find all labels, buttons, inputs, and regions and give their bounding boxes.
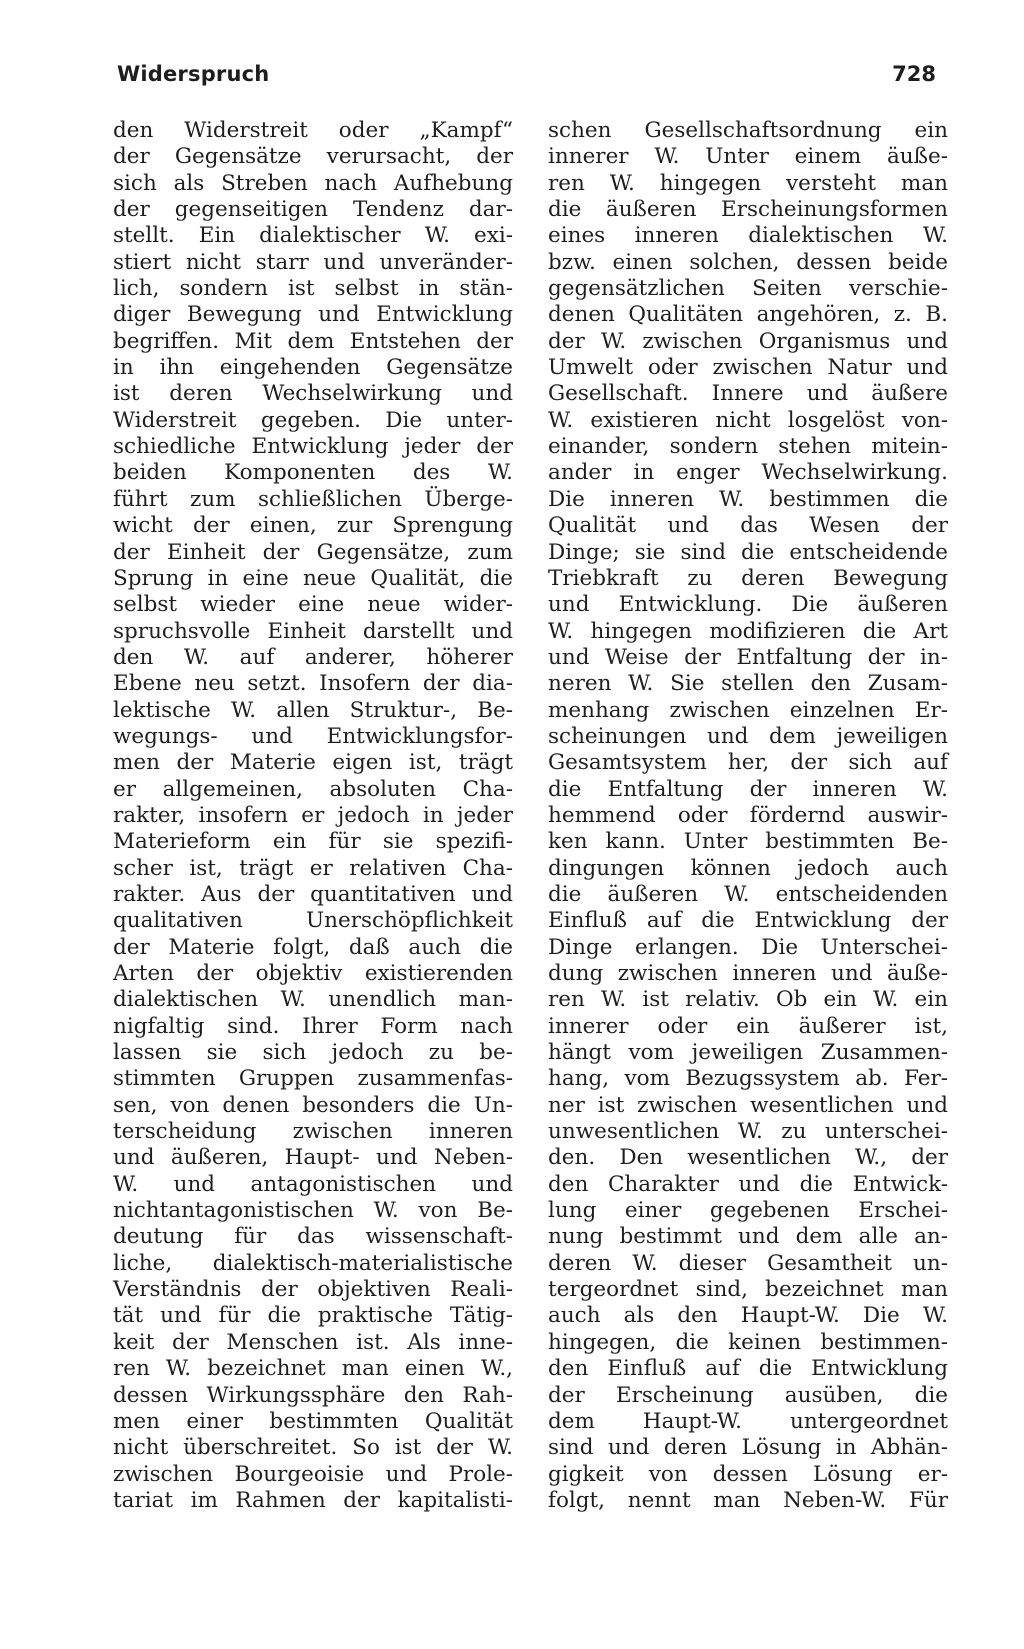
text-line: Arten der objektiv existierenden (113, 961, 513, 986)
text-line: ner ist zwischen wesentlichen und (548, 1092, 948, 1118)
text-line: lektische W. allen Struktur-, Be- (113, 697, 513, 723)
text-line: gigkeit von dessen Lösung er- (548, 1461, 948, 1487)
text-line: dialektischen W. unendlich man- (113, 987, 513, 1013)
text-line: der W. zwischen Organismus und (548, 328, 948, 354)
text-column-left (113, 118, 513, 1514)
text-line: einander, sondern stehen mitein- (548, 434, 948, 460)
text-line: wicht der einen, zur Sprengung (113, 513, 513, 539)
text-line: unwesentlichen W. zu unterschei- (548, 1119, 948, 1145)
text-line: rakter, insofern er jedoch in jeder (113, 802, 513, 828)
text-line: keit der Menschen ist. Als inne- (113, 1329, 513, 1355)
text-line: und äußeren, Haupt- und Neben- (113, 1145, 513, 1171)
text-line: ren W. ist relativ. Ob ein W. ein (548, 987, 948, 1013)
text-line: Verständnis der objektiven Reali- (113, 1277, 513, 1303)
text-line: ist deren Wechselwirkung und (113, 381, 513, 407)
text-line: sich als Streben nach Aufhebung (113, 170, 513, 196)
text-line: nicht überschreitet. So ist der W. (113, 1435, 513, 1461)
text-line: die äußeren W. entscheidenden (548, 881, 948, 907)
text-line: nigfaltig sind. Ihrer Form nach (113, 1013, 513, 1039)
text-line: stimmten Gruppen zusammenfas- (113, 1066, 513, 1092)
text-line: sind und deren Lösung in Abhän- (548, 1435, 948, 1461)
text-line: Dinge erlangen. Die Unterschei- (548, 934, 948, 960)
text-line: Qualität und das Wesen der (548, 513, 948, 539)
text-line: wegungs- und Entwicklungsfor- (113, 723, 513, 749)
text-line: ren W. hingegen versteht man (548, 170, 948, 196)
text-line: die Entfaltung der inneren W. (548, 776, 948, 802)
text-line: Gesamtsystem her, der sich auf (548, 750, 948, 776)
text-line: den Einfluß auf die Entwicklung (548, 1356, 948, 1382)
text-line: tergeordnet sind, bezeichnet man (548, 1277, 948, 1303)
text-line: scheinungen und dem jeweiligen (548, 723, 948, 749)
text-line: lung einer gegebenen Erschei- (548, 1198, 948, 1224)
text-line: deutung für das wissenschaft- (113, 1224, 513, 1250)
text-line: dessen Wirkungssphäre den Rah- (113, 1382, 513, 1408)
text-line: selbst wieder eine neue wider- (113, 592, 513, 618)
text-line: er allgemeinen, absoluten Cha- (113, 776, 513, 802)
text-line: hängt vom jeweiligen Zusammen- (548, 1040, 948, 1066)
text-line: Materieform ein für sie spezifi- (113, 829, 513, 855)
text-line: denen Qualitäten angehören, z. B. (548, 302, 948, 328)
text-line: scher ist, trägt er relativen Cha- (113, 855, 513, 881)
text-line: zwischen Bourgeoisie und Prole- (113, 1461, 513, 1487)
text-line: hingegen, die keinen bestimmen- (548, 1329, 948, 1355)
text-column-right (548, 118, 948, 1514)
text-line: stellt. Ein dialektischer W. exi- (113, 223, 513, 249)
text-line: tät und für die praktische Tätig- (113, 1303, 513, 1329)
text-line: der Erscheinung ausüben, die (548, 1382, 948, 1408)
text-line: schen Gesellschaftsordnung ein (548, 118, 948, 143)
text-line: men der Materie eigen ist, trägt (113, 750, 513, 776)
text-line: Die inneren W. bestimmen die (548, 486, 948, 512)
text-line: spruchsvolle Einheit darstellt und (113, 618, 513, 644)
text-line: auch als den Haupt-W. Die W. (548, 1303, 948, 1329)
text-line: lassen sie sich jedoch zu be- (113, 1040, 513, 1066)
text-line: den W. auf anderer, höherer (113, 644, 513, 670)
text-line: dung zwischen inneren und äuße- (548, 961, 948, 986)
text-line: ren W. bezeichnet man einen W., (113, 1356, 513, 1382)
text-line: diger Bewegung und Entwicklung (113, 302, 513, 328)
text-line: dingungen können jedoch auch (548, 855, 948, 881)
text-line: der Einheit der Gegensätze, zum (113, 539, 513, 565)
text-line: den. Den wesentlichen W., der (548, 1145, 948, 1171)
text-line: liche, dialektisch-materialistische (113, 1250, 513, 1276)
text-line: Ebene neu setzt. Insofern der dia- (113, 671, 513, 697)
text-line: Umwelt oder zwischen Natur und (548, 355, 948, 381)
text-line: ken kann. Unter bestimmten Be- (548, 829, 948, 855)
text-line: dem Haupt-W. untergeordnet (548, 1408, 948, 1434)
text-line: in ihn eingehenden Gegensätze (113, 355, 513, 381)
text-line: sen, von denen besonders die Un- (113, 1092, 513, 1118)
text-line: hemmend oder fördernd auswir- (548, 802, 948, 828)
text-line: ander in enger Wechselwirkung. (548, 460, 948, 486)
text-line: innerer W. Unter einem äuße- (548, 144, 948, 170)
text-line: begriffen. Mit dem Entstehen der (113, 328, 513, 354)
running-head: Widerspruch (117, 62, 270, 86)
text-line: eines inneren dialektischen W. (548, 223, 948, 249)
text-line: hang, vom Bezugssystem ab. Fer- (548, 1066, 948, 1092)
text-line: W. existieren nicht losgelöst von- (548, 407, 948, 433)
text-line: qualitativen Unerschöpflichkeit (113, 908, 513, 934)
text-line: Dinge; sie sind die entscheidende (548, 539, 948, 565)
text-line: terscheidung zwischen inneren (113, 1119, 513, 1145)
text-line: gegensätzlichen Seiten verschie- (548, 276, 948, 302)
text-line: nichtantagonistischen W. von Be- (113, 1198, 513, 1224)
text-line: bzw. einen solchen, dessen beide (548, 249, 948, 275)
text-line: schiedliche Entwicklung jeder der (113, 434, 513, 460)
text-line: lich, sondern ist selbst in stän- (113, 276, 513, 302)
text-line: stiert nicht starr und unveränder- (113, 249, 513, 275)
text-line: der gegenseitigen Tendenz dar- (113, 197, 513, 223)
text-line: Triebkraft zu deren Bewegung (548, 565, 948, 591)
text-line: rakter. Aus der quantitativen und (113, 881, 513, 907)
text-line: innerer oder ein äußerer ist, (548, 1013, 948, 1039)
text-line: Gesellschaft. Innere und äußere (548, 381, 948, 407)
text-line: Widerstreit gegeben. Die unter- (113, 407, 513, 433)
text-line: der Gegensätze verursacht, der (113, 144, 513, 170)
text-line: und Weise der Entfaltung der in- (548, 644, 948, 670)
text-line: beiden Komponenten des W. (113, 460, 513, 486)
text-line: und Entwicklung. Die äußeren (548, 592, 948, 618)
text-line: Sprung in eine neue Qualität, die (113, 565, 513, 591)
text-line: den Charakter und die Entwick- (548, 1171, 948, 1197)
text-line: Einfluß auf die Entwicklung der (548, 908, 948, 934)
text-line: die äußeren Erscheinungsformen (548, 197, 948, 223)
text-line: neren W. Sie stellen den Zusam- (548, 671, 948, 697)
text-line: nung bestimmt und dem alle an- (548, 1224, 948, 1250)
text-line: W. und antagonistischen und (113, 1171, 513, 1197)
text-line: folgt, nennt man Neben-W. Für (548, 1487, 948, 1513)
text-line: menhang zwischen einzelnen Er- (548, 697, 948, 723)
text-line: deren W. dieser Gesamtheit un- (548, 1250, 948, 1276)
text-line: men einer bestimmten Qualität (113, 1408, 513, 1434)
page-number: 728 (892, 62, 936, 86)
text-line: der Materie folgt, daß auch die (113, 934, 513, 960)
text-line: den Widerstreit oder „Kampf“ (113, 118, 513, 143)
text-line: W. hingegen modifizieren die Art (548, 618, 948, 644)
text-line: führt zum schließlichen Überge- (113, 486, 513, 512)
text-line: tariat im Rahmen der kapitalisti- (113, 1487, 513, 1513)
